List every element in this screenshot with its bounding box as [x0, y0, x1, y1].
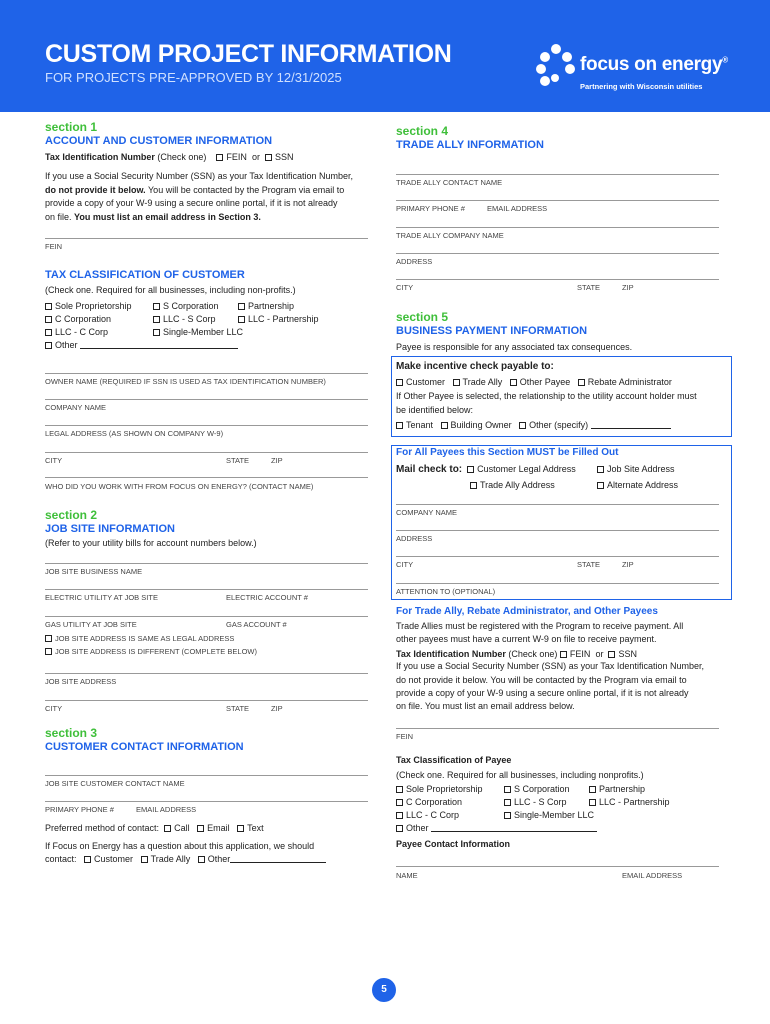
electric-account-label: ELECTRIC ACCOUNT # — [226, 593, 308, 602]
payee-tax-option-other[interactable]: Other — [396, 823, 597, 833]
payee-contact-heading: Payee Contact Information — [396, 839, 511, 849]
payee-ssn-line-1: If you use a Social Security Number (SSN) as your Tax Identification Number, — [396, 661, 704, 671]
gas-line[interactable] — [45, 616, 368, 617]
attention-label: ATTENTION TO (OPTIONAL) — [396, 587, 496, 596]
fein-field-line[interactable] — [45, 238, 368, 239]
section-1-label: section 1 — [45, 120, 98, 134]
tax-option[interactable]: S Corporation — [153, 301, 219, 311]
payee-tin-row: Tax Identification Number (Check one) FEIN or SSN — [396, 649, 637, 659]
payee-address-line[interactable] — [396, 530, 719, 531]
payee-tax-heading: Tax Classification of Payee — [396, 755, 512, 765]
legal-address-line[interactable] — [45, 425, 368, 426]
legal-address-label: LEGAL ADDRESS (AS SHOWN ON COMPANY W-9) — [45, 429, 224, 438]
checkbox-icon[interactable] — [510, 379, 517, 386]
job-site-zip-label: ZIP — [271, 704, 283, 713]
logo-dots-icon — [536, 44, 576, 86]
payee-fein-label: FEIN — [396, 732, 414, 741]
payee-fein-checkbox[interactable] — [560, 651, 567, 658]
company-name-line[interactable] — [45, 399, 368, 400]
checkbox-icon[interactable] — [45, 342, 52, 349]
ta-address-label: ADDRESS — [396, 257, 433, 266]
checkbox-icon[interactable] — [519, 422, 526, 429]
tin-row: Tax Identification Number (Check one) FEIN or SSN — [45, 152, 294, 162]
job-site-address-line[interactable] — [45, 673, 368, 674]
customer-contact-label: JOB SITE CUSTOMER CONTACT NAME — [45, 779, 185, 788]
foe-contact-label: WHO DID YOU WORK WITH FROM FOCUS ON ENERGY? (CONTACT NAME) — [45, 482, 314, 491]
payee-name-label: NAME — [396, 871, 418, 880]
job-site-business-line[interactable] — [45, 563, 368, 564]
tax-option[interactable]: LLC - Partnership — [238, 314, 319, 324]
payee-tax-note: (Check one. Required for all businesses, including nonprofits.) — [396, 770, 644, 780]
owner-name-line[interactable] — [45, 373, 368, 374]
checkbox-icon[interactable] — [153, 329, 160, 336]
logo-wordmark: focus on energy® — [580, 54, 728, 75]
other-payees-line-2: other payees must have a current W-9 on file to receive payment. — [396, 634, 657, 644]
city-line[interactable] — [45, 452, 368, 453]
payee-company-label: COMPANY NAME — [396, 508, 457, 517]
payee-tax-option[interactable]: Sole Proprietorship — [396, 784, 483, 794]
checkbox-icon[interactable] — [45, 316, 52, 323]
mail-option-trade-ally[interactable]: Trade Ally Address — [470, 480, 555, 490]
page-subtitle: FOR PROJECTS PRE-APPROVED BY 12/31/2025 — [45, 70, 342, 85]
checkbox-icon[interactable] — [238, 303, 245, 310]
ssn-checkbox[interactable] — [265, 154, 272, 161]
different-address-option[interactable]: JOB SITE ADDRESS IS DIFFERENT (COMPLETE BELOW) — [45, 647, 257, 656]
section-5-label: section 5 — [396, 310, 449, 324]
payee-ssn-line-3: provide a copy of your W-9 using a secure online portal, if it is not already — [396, 688, 689, 698]
checkbox-icon[interactable] — [441, 422, 448, 429]
checkbox-icon[interactable] — [504, 786, 511, 793]
payee-other-line[interactable] — [431, 823, 597, 832]
tax-classification-note: (Check one. Required for all businesses, including non-profits.) — [45, 285, 296, 295]
ta-contact-line[interactable] — [396, 174, 719, 175]
payee-company-line[interactable] — [396, 504, 719, 505]
job-site-address-label: JOB SITE ADDRESS — [45, 677, 117, 686]
checkbox-icon[interactable] — [396, 786, 403, 793]
ta-phone-line[interactable] — [396, 200, 719, 201]
logo-tagline: Partnering with Wisconsin utilities — [580, 82, 703, 91]
gas-account-label: GAS ACCOUNT # — [226, 620, 287, 629]
job-site-city-label: CITY — [45, 704, 63, 713]
payee-email-label: EMAIL ADDRESS — [622, 871, 683, 880]
payee-ssn-line-2: do not provide it below. You will be contacted by the Program via email to — [396, 675, 687, 685]
section-2-label: section 2 — [45, 508, 98, 522]
payee-tax-option[interactable]: S Corporation — [504, 784, 570, 794]
ssn-paragraph-line-3: provide a copy of your W-9 using a secure online portal, if it is not already — [45, 198, 338, 208]
payee-city-label: CITY — [396, 560, 414, 569]
ta-company-line[interactable] — [396, 227, 719, 228]
checkbox-icon[interactable] — [153, 316, 160, 323]
gas-utility-label: GAS UTILITY AT JOB SITE — [45, 620, 137, 629]
job-site-state-label: STATE — [226, 704, 250, 713]
checkbox-icon[interactable] — [396, 812, 403, 819]
checkbox-icon[interactable] — [45, 648, 52, 655]
other-payees-line-1: Trade Allies must be registered with the Program to receive payment. All — [396, 621, 684, 631]
checkbox-icon[interactable] — [589, 799, 596, 806]
section-4-heading: TRADE ALLY INFORMATION — [396, 139, 544, 151]
ta-zip-label: ZIP — [622, 283, 634, 292]
tax-option[interactable]: Single-Member LLC — [153, 327, 243, 337]
customer-checkbox[interactable] — [84, 856, 91, 863]
tax-classification-heading: TAX CLASSIFICATION OF CUSTOMER — [45, 269, 245, 281]
customer-contact-line[interactable] — [45, 775, 368, 776]
section-5-heading: BUSINESS PAYMENT INFORMATION — [396, 325, 588, 337]
mail-option-alternate[interactable]: Alternate Address — [597, 480, 678, 490]
payable-heading: Make incentive check payable to: — [396, 361, 554, 372]
section-3-heading: CUSTOMER CONTACT INFORMATION — [45, 741, 244, 753]
checkbox-icon[interactable] — [470, 482, 477, 489]
other-contact-line[interactable] — [230, 854, 326, 863]
tax-option[interactable]: Partnership — [238, 301, 294, 311]
checkbox-icon[interactable] — [589, 786, 596, 793]
ta-email-label: EMAIL ADDRESS — [487, 204, 548, 213]
tax-option[interactable]: C Corporation — [45, 314, 111, 324]
other-payee-line-2: be identified below: — [396, 405, 474, 415]
checkbox-icon[interactable] — [238, 316, 245, 323]
checkbox-icon[interactable] — [396, 422, 403, 429]
section-3-label: section 3 — [45, 726, 98, 740]
payee-state-label: STATE — [577, 560, 601, 569]
ta-city-label: CITY — [396, 283, 414, 292]
call-checkbox[interactable] — [164, 825, 171, 832]
fein-checkbox[interactable] — [216, 154, 223, 161]
section-5-note: Payee is responsible for any associated tax consequences. — [396, 342, 633, 352]
mail-option-job-site[interactable]: Job Site Address — [597, 464, 675, 474]
payee-ssn-line-4: on file. You must list an email address below. — [396, 701, 575, 711]
payee-tax-option[interactable]: LLC - Partnership — [589, 797, 670, 807]
payee-tax-option[interactable]: C Corporation — [396, 797, 462, 807]
ssn-paragraph-line-1: If you use a Social Security Number (SSN) as your Tax Identification Number, — [45, 171, 353, 181]
mail-check-row-1: Mail check to: Customer Legal Address — [396, 464, 576, 475]
specify-line[interactable] — [591, 420, 671, 429]
question-line-2: contact: Customer Trade Ally Other — [45, 854, 326, 864]
checkbox-icon[interactable] — [597, 482, 604, 489]
checkbox-icon[interactable] — [45, 303, 52, 310]
checkbox-icon[interactable] — [396, 379, 403, 386]
zip-label: ZIP — [271, 456, 283, 465]
other-payees-heading: For Trade Ally, Rebate Administrator, and Other Payees — [396, 606, 658, 617]
owner-name-label: OWNER NAME (REQUIRED IF SSN IS USED AS TAX IDENTIFICATION NUMBER) — [45, 377, 326, 386]
same-address-option[interactable]: JOB SITE ADDRESS IS SAME AS LEGAL ADDRESS — [45, 634, 234, 643]
job-site-city-line[interactable] — [45, 700, 368, 701]
job-site-business-label: JOB SITE BUSINESS NAME — [45, 567, 143, 576]
checkbox-icon[interactable] — [396, 799, 403, 806]
ta-contact-label: TRADE ALLY CONTACT NAME — [396, 178, 503, 187]
ta-phone-label: PRIMARY PHONE # — [396, 204, 465, 213]
ta-state-label: STATE — [577, 283, 601, 292]
contact-name-line[interactable] — [45, 477, 368, 478]
ta-address-line[interactable] — [396, 253, 719, 254]
payee-city-line[interactable] — [396, 556, 719, 557]
other-checkbox[interactable] — [198, 856, 205, 863]
other-specify-line[interactable] — [80, 340, 238, 349]
payee-name-line[interactable] — [396, 866, 719, 867]
other-payee-line-1: If Other Payee is selected, the relationship to the utility account holder must — [396, 391, 697, 401]
payable-options-row: Customer Trade Ally Other Payee Rebate Administrator — [396, 377, 672, 387]
payee-ssn-checkbox[interactable] — [608, 651, 615, 658]
payee-tax-option[interactable]: Partnership — [589, 784, 645, 794]
checkbox-icon[interactable] — [578, 379, 585, 386]
all-payees-heading: For All Payees this Section MUST be Filled Out — [396, 447, 619, 458]
ta-city-line[interactable] — [396, 279, 719, 280]
payee-tax-option[interactable]: Single-Member LLC — [504, 810, 594, 820]
page-header — [0, 0, 770, 112]
page-number: 5 — [372, 978, 396, 1002]
company-name-label: COMPANY NAME — [45, 403, 106, 412]
city-label: CITY — [45, 456, 63, 465]
checkbox-icon[interactable] — [45, 329, 52, 336]
ta-company-label: TRADE ALLY COMPANY NAME — [396, 231, 504, 240]
section-4-label: section 4 — [396, 124, 449, 138]
tax-option-other[interactable]: Other — [45, 340, 238, 350]
customer-phone-label: PRIMARY PHONE # — [45, 805, 114, 814]
checkbox-icon[interactable] — [504, 799, 511, 806]
checkbox-icon[interactable] — [153, 303, 160, 310]
tax-option[interactable]: LLC - S Corp — [153, 314, 216, 324]
payee-tax-option[interactable]: LLC - S Corp — [504, 797, 567, 807]
preferred-contact-row: Preferred method of contact: Call Email Text — [45, 823, 264, 833]
tax-option[interactable]: Sole Proprietorship — [45, 301, 132, 311]
customer-email-label: EMAIL ADDRESS — [136, 805, 197, 814]
section-2-note: (Refer to your utility bills for account numbers below.) — [45, 538, 257, 548]
text-checkbox[interactable] — [237, 825, 244, 832]
checkbox-icon[interactable] — [453, 379, 460, 386]
checkbox-icon[interactable] — [597, 466, 604, 473]
payee-address-label: ADDRESS — [396, 534, 433, 543]
relationship-row: Tenant Building Owner Other (specify) — [396, 420, 671, 430]
section-2-heading: JOB SITE INFORMATION — [45, 523, 175, 535]
email-checkbox[interactable] — [197, 825, 204, 832]
tax-option[interactable]: LLC - C Corp — [45, 327, 108, 337]
checkbox-icon[interactable] — [396, 825, 403, 832]
payee-zip-label: ZIP — [622, 560, 634, 569]
trade-ally-checkbox[interactable] — [141, 856, 148, 863]
question-line-1: If Focus on Energy has a question about this application, we should — [45, 841, 315, 851]
checkbox-icon[interactable] — [467, 466, 474, 473]
fein-field-label: FEIN — [45, 242, 63, 251]
checkbox-icon[interactable] — [504, 812, 511, 819]
payee-tax-option[interactable]: LLC - C Corp — [396, 810, 459, 820]
page-title: CUSTOM PROJECT INFORMATION — [45, 40, 452, 68]
electric-line[interactable] — [45, 589, 368, 590]
ssn-paragraph-line-2: do not provide it below. You will be contacted by the Program via email to — [45, 185, 345, 195]
payee-fein-line[interactable] — [396, 728, 719, 729]
electric-utility-label: ELECTRIC UTILITY AT JOB SITE — [45, 593, 158, 602]
section-1-heading: ACCOUNT AND CUSTOMER INFORMATION — [45, 135, 273, 147]
state-label: STATE — [226, 456, 250, 465]
checkbox-icon[interactable] — [45, 635, 52, 642]
ssn-paragraph-line-4: on file. You must list an email address in Section 3. — [45, 212, 261, 222]
focus-on-energy-logo — [536, 44, 736, 94]
customer-phone-line[interactable] — [45, 801, 368, 802]
attention-line[interactable] — [396, 583, 719, 584]
